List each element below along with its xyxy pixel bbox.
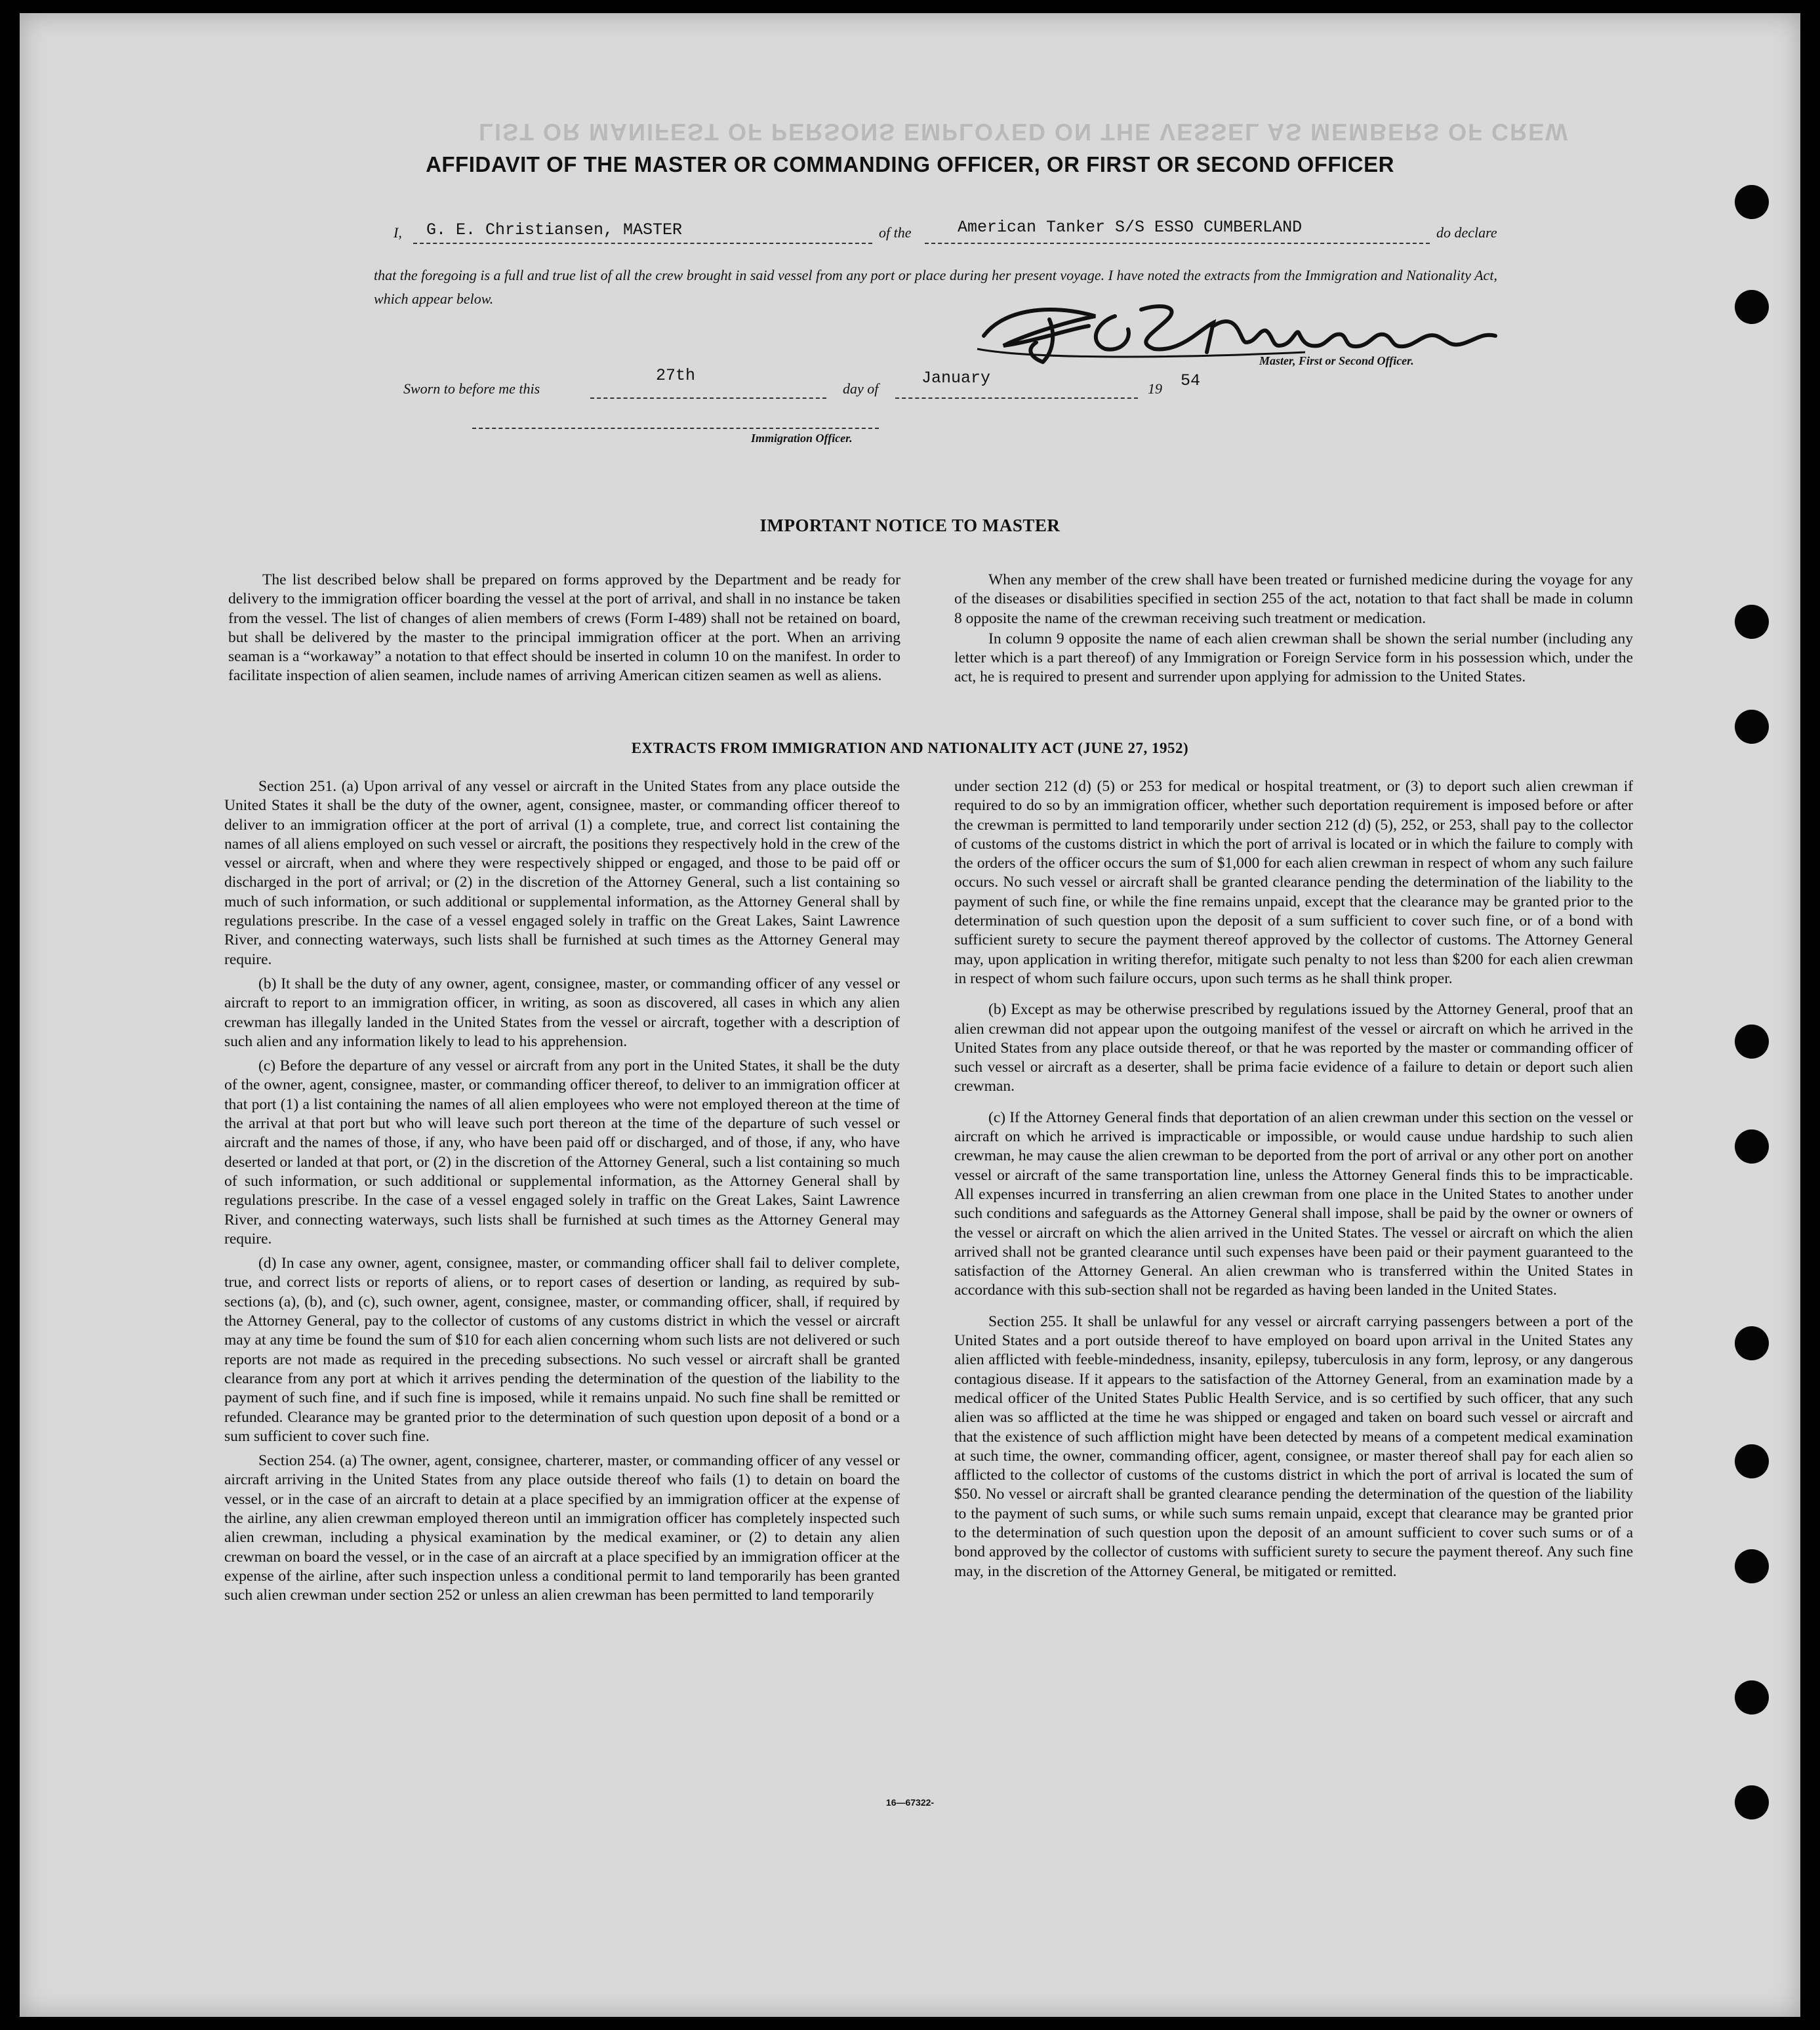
sworn-month-line	[895, 397, 1138, 399]
section-251-d: (d) In case any owner, agent, consignee, master, or commanding officer shall fail to deliver complete, true, and correct lists or reports of aliens, or to report cases of desertion or landing, as required by sub-sections (a), (b), and (c), such owner, agent, consignee, master, or commanding officer, shall, if required by the Attorney General, pay to the collector of customs of any customs district in which the vessel or aircraft may at any time be found the sum of $10 for each alien concerning whom such lists are not delivered or such reports are not made as required in the preceding subsections. No such vessel or aircraft shall be granted clearance from any port at which it arrives pending the determination of the question of the liability to the payment of such fine, and if such fine is imposed, while it remains unpaid. No such fine shall be remitted or refunded. Clearance may be granted prior to the determination of such question upon deposit of a bond or a sum sufficient to cover such fine.	[224, 1255, 900, 1445]
punch-hole	[1735, 1326, 1769, 1360]
signature-caption: Master, First or Second Officer.	[1259, 354, 1414, 367]
punch-hole	[1735, 290, 1769, 324]
punch-hole	[1735, 605, 1769, 639]
notice-right-paragraph-2: In column 9 opposite the name of each alien crewman shall be shown the serial number (including any letter which is a part thereof) of any Immigration or Foreign Service form in his possession which, under the act, he is required to present and surrender upon applying for admission to the United States.	[954, 630, 1633, 686]
punch-hole	[1735, 1129, 1769, 1164]
vessel-line	[925, 243, 1430, 244]
form-code: 16—67322-	[885, 1797, 935, 1808]
punch-hole	[1735, 1444, 1769, 1478]
declaration-text: that the foregoing is a full and true list of all the crew brought in said vessel from any port or place during her present voyage. I have noted the extracts from the Immigration and Nationality Act, which appear below.	[374, 267, 1497, 307]
sworn-month-field: January	[921, 369, 991, 388]
extracts-right-column	[954, 777, 1633, 1587]
notice-heading: IMPORTANT NOTICE TO MASTER	[759, 516, 1061, 535]
master-name-line	[413, 243, 872, 244]
punch-hole	[1735, 1680, 1769, 1715]
extracts-left-column	[224, 777, 900, 1610]
punch-hole	[1735, 710, 1769, 744]
bleed-through-header: LIST OR MANIFEST OF PERSONS EMPLOYED ON THE VESSEL AS MEMBERS OF CREW	[479, 119, 1569, 146]
master-name-field: G. E. Christiansen, MASTER	[426, 220, 683, 239]
sworn-day-field: 27th	[656, 366, 696, 385]
label-day-of: day of	[843, 380, 879, 397]
immigration-officer-caption: Immigration Officer.	[751, 432, 853, 445]
section-251-b: (b) It shall be the duty of any owner, agent, consignee, master, or commanding officer of any vessel or aircraft to report to an immigration officer, in writing, as soon as discovered, all cases in which any alien crewman has illegally landed in the United States from the vessel or aircraft, together with a description of such alien and any information likely to lead to his apprehension.	[224, 975, 900, 1050]
label-of-the: of the	[879, 224, 912, 241]
extracts-heading: EXTRACTS FROM IMMIGRATION AND NATIONALITY ACT (JUNE 27, 1952)	[631, 740, 1189, 756]
year-prefix: 19	[1148, 380, 1162, 397]
notice-left-paragraph: The list described below shall be prepared on forms approved by the Department and be ready for delivery to the immigration officer boarding the vessel at the port of arrival, and shall in no instance be taken from the vessel. The list of changes of alien members of crews (Form I-489) shall not be retained on board, but shall be delivered by the master to the principal immigration officer at the port. When an arriving seaman is a “workaway” a notation to that effect should be inserted in column 10 on the manifest. In order to facilitate inspection of alien seamen, include names of arriving American citizen seamen as well as aliens.	[228, 571, 900, 685]
section-251-c: (c) Before the departure of any vessel or aircraft from any port in the United States, it shall be the duty of the owner, agent, consignee, master, or commanding officer thereof, to deliver to an immigration officer at that port (1) a list containing the names of all alien employees who were not employed thereon at the time of the arrival at that port but who will leave such port thereon at the time of the departure of such vessel or aircraft and the names of those, if any, who have been paid off or discharged, and of those, if any, who have deserted or landed at that port, or (2) in the discretion of the Attorney General, such a list containing so much of such information, or such additional or supplemental information, as the Attorney General shall by regulations prescribe. In the case of a vessel engaged solely in traffic on the Great Lakes, Saint Lawrence River, and connecting waterways, such lists shall be furnished at such times as the Attorney General may require.	[224, 1057, 900, 1248]
affidavit-title: AFFIDAVIT OF THE MASTER OR COMMANDING OFFICER, OR FIRST OR SECOND OFFICER	[426, 152, 1394, 176]
sworn-day-line	[590, 397, 826, 399]
section-255: Section 255. It shall be unlawful for any vessel or aircraft carrying passengers between a port of the United States and a port outside thereof to have employed on board upon arrival in the United States any alien afflicted with feeble-mindedness, insanity, epilepsy, tuberculosis in any form, leprosy, or any dangerous contagious disease. If it appears to the satisfaction of the Attorney General, from an examination made by a medical officer of the United States Public Health Service, and is so certified by such officer, that any such alien was so afflicted at the time he was shipped or engaged and taken on board such vessel or aircraft and that the existence of such affliction might have been detected by means of a competent medical examination at such time, the owner, commanding officer, agent, consignee, or master thereof shall pay for each alien so afflicted to the collector of customs of the customs district in which the port of arrival is located the sum of $50. No vessel or aircraft shall be granted clearance pending the determination of the question of the liability to the payment of such sums, or while such sums remain unpaid, except that clearance may be granted prior to the determination of such question upon the deposit of an amount sufficient to cover such sums or of a bond approved by the collector of customs with sufficient surety to secure the payment thereof. Any such fine may, in the discretion of the Attorney General, be mitigated or remitted.	[954, 1312, 1633, 1580]
notice-left-column	[228, 571, 900, 691]
punch-hole	[1735, 185, 1769, 219]
immigration-officer-line	[472, 428, 879, 429]
section-254-b: (b) Except as may be otherwise prescribed by regulations issued by the Attorney General, proof that an alien crewman did not appear upon the outgoing manifest of the vessel or aircraft on which he arrived in the United States from any place outside thereof, or that he was reported by the master or commanding officer of such vessel or aircraft as a deserter, shall be prima facie evidence of a failure to detain or deport such alien crewman.	[954, 1001, 1633, 1095]
label-i: I,	[394, 224, 402, 241]
label-sworn: Sworn to before me this	[403, 380, 540, 397]
notice-right-column	[954, 571, 1633, 693]
punch-hole	[1735, 1025, 1769, 1059]
section-251-a: Section 251. (a) Upon arrival of any vessel or aircraft in the United States from any place outside the United States it shall be the duty of the owner, agent, consignee, master, or commanding officer thereof to deliver to an immigration officer at the port of arrival (1) a complete, true, and correct list containing the names of all aliens employed on such vessel or aircraft, the positions they respectively hold in the crew of the vessel or aircraft, when and where they were respectively shipped or engaged, and those to be paid off or discharged in the port of arrival; or (2) in the discretion of the Attorney General, such a list containing so much of such information, or such additional or supplemental information, as the Attorney General shall by regulations prescribe. In the case of a vessel engaged solely in traffic on the Great Lakes, Saint Lawrence River, and connecting waterways, such lists shall be furnished at such times as the Attorney General may require.	[224, 778, 900, 968]
section-254-c: (c) If the Attorney General finds that deportation of an alien crewman under this section on the vessel or aircraft on which he arrived is impracticable or impossible, or would cause undue hardship to such alien crewman, he may cause the alien crewman to be deported from the port of arrival or any other port on another vessel or aircraft of the same transportation line, unless the Attorney General finds this to be impracticable. All expenses incurred in transferring an alien crewman from one place in the United States to another under such conditions and safeguards as the Attorney General shall impose, shall be paid by the owner or owners of the vessel or aircraft on which the alien arrived in the United States. The vessel or aircraft on which the alien arrived shall not be granted clearance until such expenses have been paid or their payment guaranteed to the satisfaction of the Attorney General. An alien crewman who is transferred within the United States in accordance with this sub-section shall not be regarded as having been landed in the United States.	[954, 1108, 1633, 1299]
label-do-declare: do declare	[1436, 224, 1497, 241]
punch-hole	[1735, 1549, 1769, 1583]
document-page	[20, 13, 1800, 2017]
notice-right-paragraph-1: When any member of the crew shall have been treated or furnished medicine during the voyage for any of the diseases or disabilities specified in section 255 of the act, notation to that fact shall be made in column 8 opposite the name of the crewman receiving such treatment or medication.	[954, 571, 1633, 627]
master-signature	[964, 296, 1515, 369]
vessel-field: American Tanker S/S ESSO CUMBERLAND	[958, 218, 1303, 237]
section-254-a: Section 254. (a) The owner, agent, consignee, charterer, master, or commanding officer of any vessel or aircraft arriving in the United States from any place outside thereof who fails (1) to detain on board the vessel, or in the case of an aircraft to detain at a place specified by an immigration officer at the expense of the airline, any alien crewman employed thereon until an immigration officer has completely inspected such alien crewman, including a physical examination by the medical examiner, or (2) to detain any alien crewman on board the vessel, or in the case of an aircraft at a place specified by an immigration officer at the expense of the airline, after such inspection unless a conditional permit to land temporarily has been granted such alien crewman under section 252 or unless an alien crewman has been permitted to land temporarily	[224, 1452, 900, 1604]
year-suffix-field: 54	[1181, 371, 1201, 390]
section-254-a-continued: under section 212 (d) (5) or 253 for medical or hospital treatment, or (3) to deport such alien crewman if required to do so by an immigration officer, whether such deportation requirement is imposed before or after the crewman is permitted to land temporarily under section 212 (d) (5), 252, or 253, shall pay to the collector of customs of the customs district in which the port of arrival is located or in which the failure to comply with the orders of the officer occurs the sum of $1,000 for each alien crewman in respect of whom any such failure occurs. No such vessel or aircraft shall be granted clearance pending the determination of the liability to the payment of such fine, or while the fine remains unpaid, except that the clearance may be granted prior to the determination of such question upon the deposit of a sum sufficient to cover such fine, or of a bond with sufficient surety to secure the payment thereof approved by the collector of customs. The Attorney General may, upon application in writing therefor, mitigate such penalty to not less than $200 for each alien crewman in respect of whom such failure occurs, upon such terms as he shall think proper.	[954, 778, 1633, 987]
